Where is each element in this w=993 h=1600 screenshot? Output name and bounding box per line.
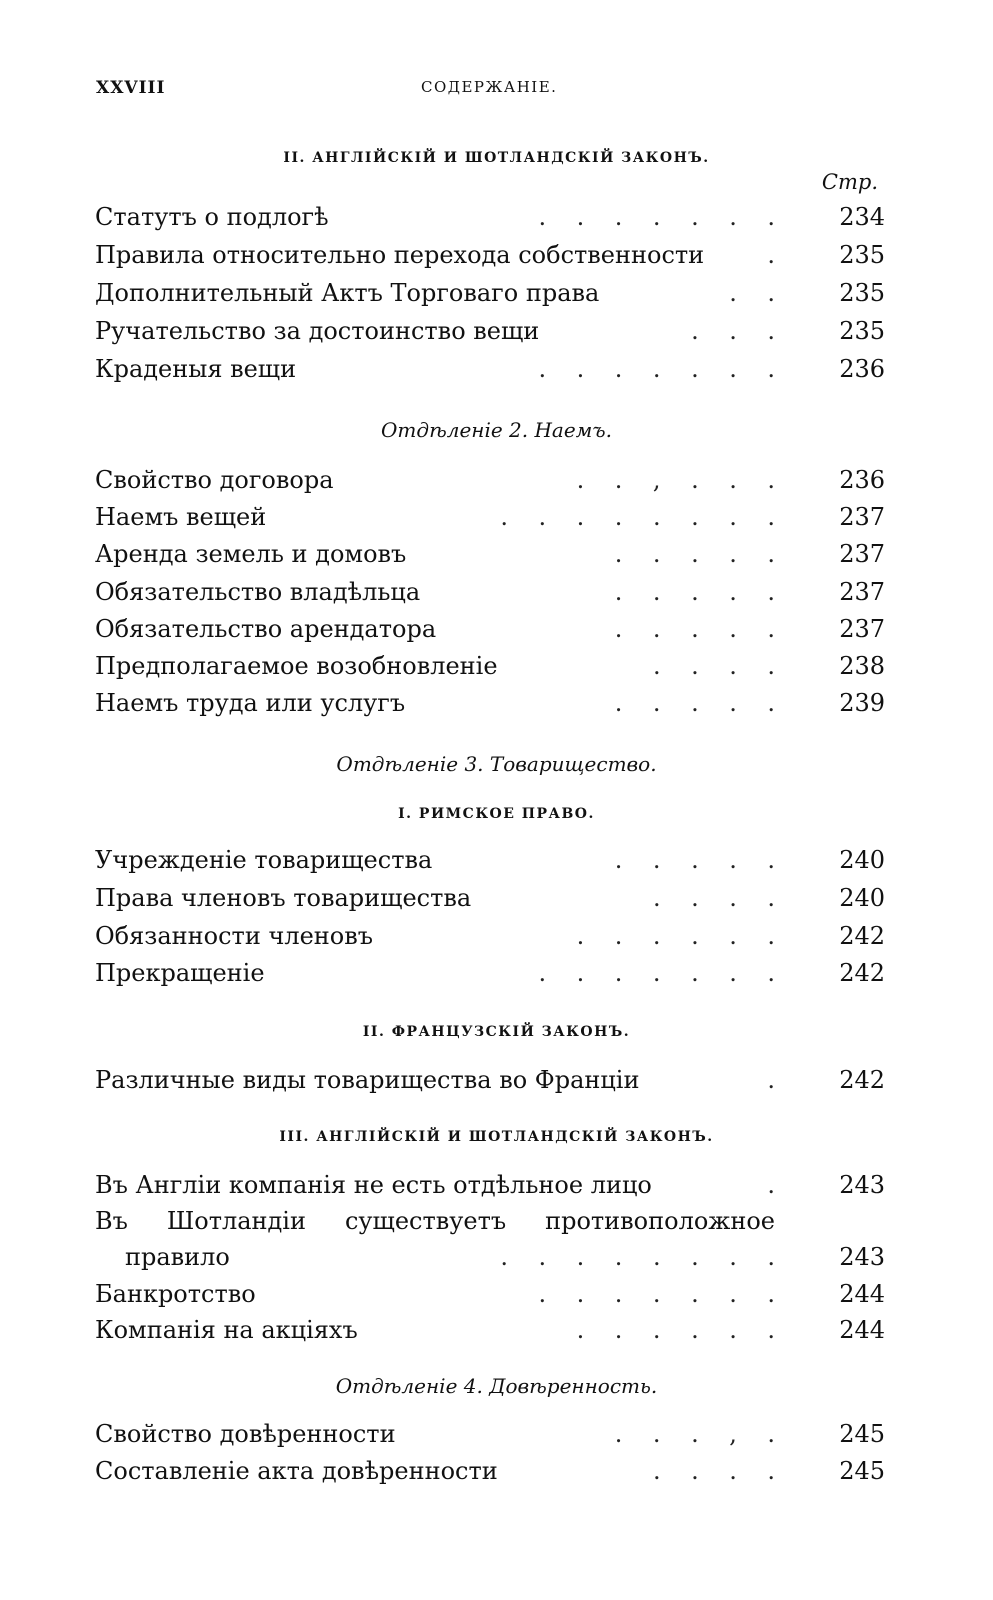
section-heading: II. ФРАНЦУЗСКІЙ ЗАКОНЪ. <box>362 1024 631 1040</box>
toc-entry <box>95 540 885 576</box>
leader-dots: . . . . . . . . <box>500 503 775 531</box>
leader-dots: . . . . . <box>614 578 775 606</box>
page-number: XXVIII <box>96 78 166 98</box>
leader-dots: . . . . . . . . <box>500 1243 775 1271</box>
leader-dots: . . . . . <box>614 846 775 874</box>
entry-title: Обязательство владѣльца <box>95 578 421 606</box>
leader-dots: . . , . . . <box>576 466 775 494</box>
entry-page: 244 <box>839 1280 885 1308</box>
toc-entry <box>95 203 885 239</box>
subsection-heading: Отдѣленіе 4. Довѣренность. <box>335 1374 658 1398</box>
entry-page: 234 <box>839 203 885 231</box>
entry-page: 237 <box>839 578 885 606</box>
entry-page: 240 <box>839 884 885 912</box>
toc-entry <box>95 317 885 353</box>
entry-title: Составленіе акта довѣренности <box>95 1457 498 1485</box>
toc-entry <box>95 279 885 315</box>
toc-entry <box>95 1420 885 1456</box>
leader-dots: . . . . . . . <box>538 203 775 231</box>
entry-title: Свойство довѣренности <box>95 1420 396 1448</box>
entry-title: Предполагаемое возобновленіе <box>95 652 498 680</box>
entry-page: 243 <box>839 1243 885 1271</box>
toc-entry <box>95 689 885 725</box>
entry-title: Ручательство за достоинство вещи <box>95 317 540 345</box>
entry-title: Въ Шотландіи существуетъ противоположное <box>95 1207 775 1235</box>
entry-title: Банкротство <box>95 1280 256 1308</box>
toc-entry <box>95 241 885 277</box>
leader-dots: . . . . . . <box>576 1316 775 1344</box>
entry-page: 245 <box>839 1420 885 1448</box>
toc-entry <box>95 466 885 502</box>
running-title: СОДЕРЖАНІЕ. <box>421 78 558 96</box>
entry-title: Наемъ труда или услугъ <box>95 689 406 717</box>
leader-dots: . . . . . <box>614 689 775 717</box>
entry-page: 239 <box>839 689 885 717</box>
leader-dots: . <box>767 1171 775 1199</box>
entry-page: 236 <box>839 466 885 494</box>
entry-title: Статутъ о подлогѣ <box>95 203 329 231</box>
entry-page: 238 <box>839 652 885 680</box>
entry-page: 235 <box>839 279 885 307</box>
leader-dots: . . . . <box>652 652 775 680</box>
toc-entry <box>95 578 885 614</box>
entry-page: 236 <box>839 355 885 383</box>
leader-dots: . . . , . <box>614 1420 775 1448</box>
leader-dots: . . . . . . <box>576 922 775 950</box>
entry-title: Наемъ вещей <box>95 503 267 531</box>
running-head <box>96 78 886 102</box>
entry-page: 244 <box>839 1316 885 1344</box>
entry-page: 235 <box>839 241 885 269</box>
leader-dots: . . . . <box>652 884 775 912</box>
page-column-label: Стр. <box>821 170 878 194</box>
toc-entry <box>95 846 885 882</box>
subsection-heading: Отдѣленіе 2. Наемъ. <box>381 418 612 442</box>
entry-page: 237 <box>839 615 885 643</box>
entry-title: Компанія на акціяхъ <box>95 1316 358 1344</box>
entry-title: Обязательство арендатора <box>95 615 437 643</box>
toc-entry <box>95 1243 885 1279</box>
section-heading: II. АНГЛІЙСКІЙ И ШОТЛАНДСКІЙ ЗАКОНЪ. <box>283 150 710 166</box>
entry-title: Въ Англіи компанія не есть отдѣльное лицо <box>95 1171 652 1199</box>
entry-title: Права членовъ товарищества <box>95 884 472 912</box>
leader-dots: . . . . . . . <box>538 355 775 383</box>
leader-dots: . . . . . . . <box>538 1280 775 1308</box>
entry-page: 237 <box>839 540 885 568</box>
toc-entry <box>95 1207 885 1243</box>
leader-dots: . . . . . . . <box>538 959 775 987</box>
leader-dots: . . <box>729 279 775 307</box>
entry-title: Дополнительный Актъ Торговаго права <box>95 279 600 307</box>
leader-dots: . . . <box>691 317 775 345</box>
entry-page: 242 <box>839 1066 885 1094</box>
entry-title: Обязанности членовъ <box>95 922 373 950</box>
entry-page: 243 <box>839 1171 885 1199</box>
leader-dots: . . . . . <box>614 540 775 568</box>
toc-entry <box>95 1280 885 1316</box>
toc-entry <box>95 652 885 688</box>
entry-page: 237 <box>839 503 885 531</box>
leader-dots: . <box>767 241 775 269</box>
toc-entry <box>95 355 885 391</box>
entry-page: 245 <box>839 1457 885 1485</box>
toc-entry <box>95 959 885 995</box>
leader-dots: . . . . . <box>614 615 775 643</box>
entry-page: 242 <box>839 959 885 987</box>
toc-entry <box>95 615 885 651</box>
entry-page: 235 <box>839 317 885 345</box>
toc-entry <box>95 1066 885 1102</box>
entry-title: Краденыя вещи <box>95 355 297 383</box>
entry-title: Прекращеніе <box>95 959 265 987</box>
subsection-heading: Отдѣленіе 3. Товарищество. <box>336 752 657 776</box>
entry-title: правило <box>125 1243 230 1271</box>
toc-entry <box>95 922 885 958</box>
entry-title: Аренда земель и домовъ <box>95 540 407 568</box>
leader-dots: . <box>767 1066 775 1094</box>
toc-entry <box>95 1171 885 1207</box>
section-heading: I. РИМСКОЕ ПРАВО. <box>398 806 595 822</box>
entry-page: 242 <box>839 922 885 950</box>
entry-title: Свойство договора <box>95 466 334 494</box>
toc-entry <box>95 503 885 539</box>
toc-entry <box>95 1457 885 1493</box>
leader-dots: . . . . <box>652 1457 775 1485</box>
toc-entry <box>95 884 885 920</box>
section-heading: III. АНГЛІЙСКІЙ И ШОТЛАНДСКІЙ ЗАКОНЪ. <box>279 1129 714 1145</box>
entry-title: Правила относительно перехода собственности <box>95 241 705 269</box>
entry-title: Различные виды товарищества во Франціи <box>95 1066 640 1094</box>
entry-title: Учрежденіе товарищества <box>95 846 433 874</box>
toc-entry <box>95 1316 885 1352</box>
entry-page: 240 <box>839 846 885 874</box>
